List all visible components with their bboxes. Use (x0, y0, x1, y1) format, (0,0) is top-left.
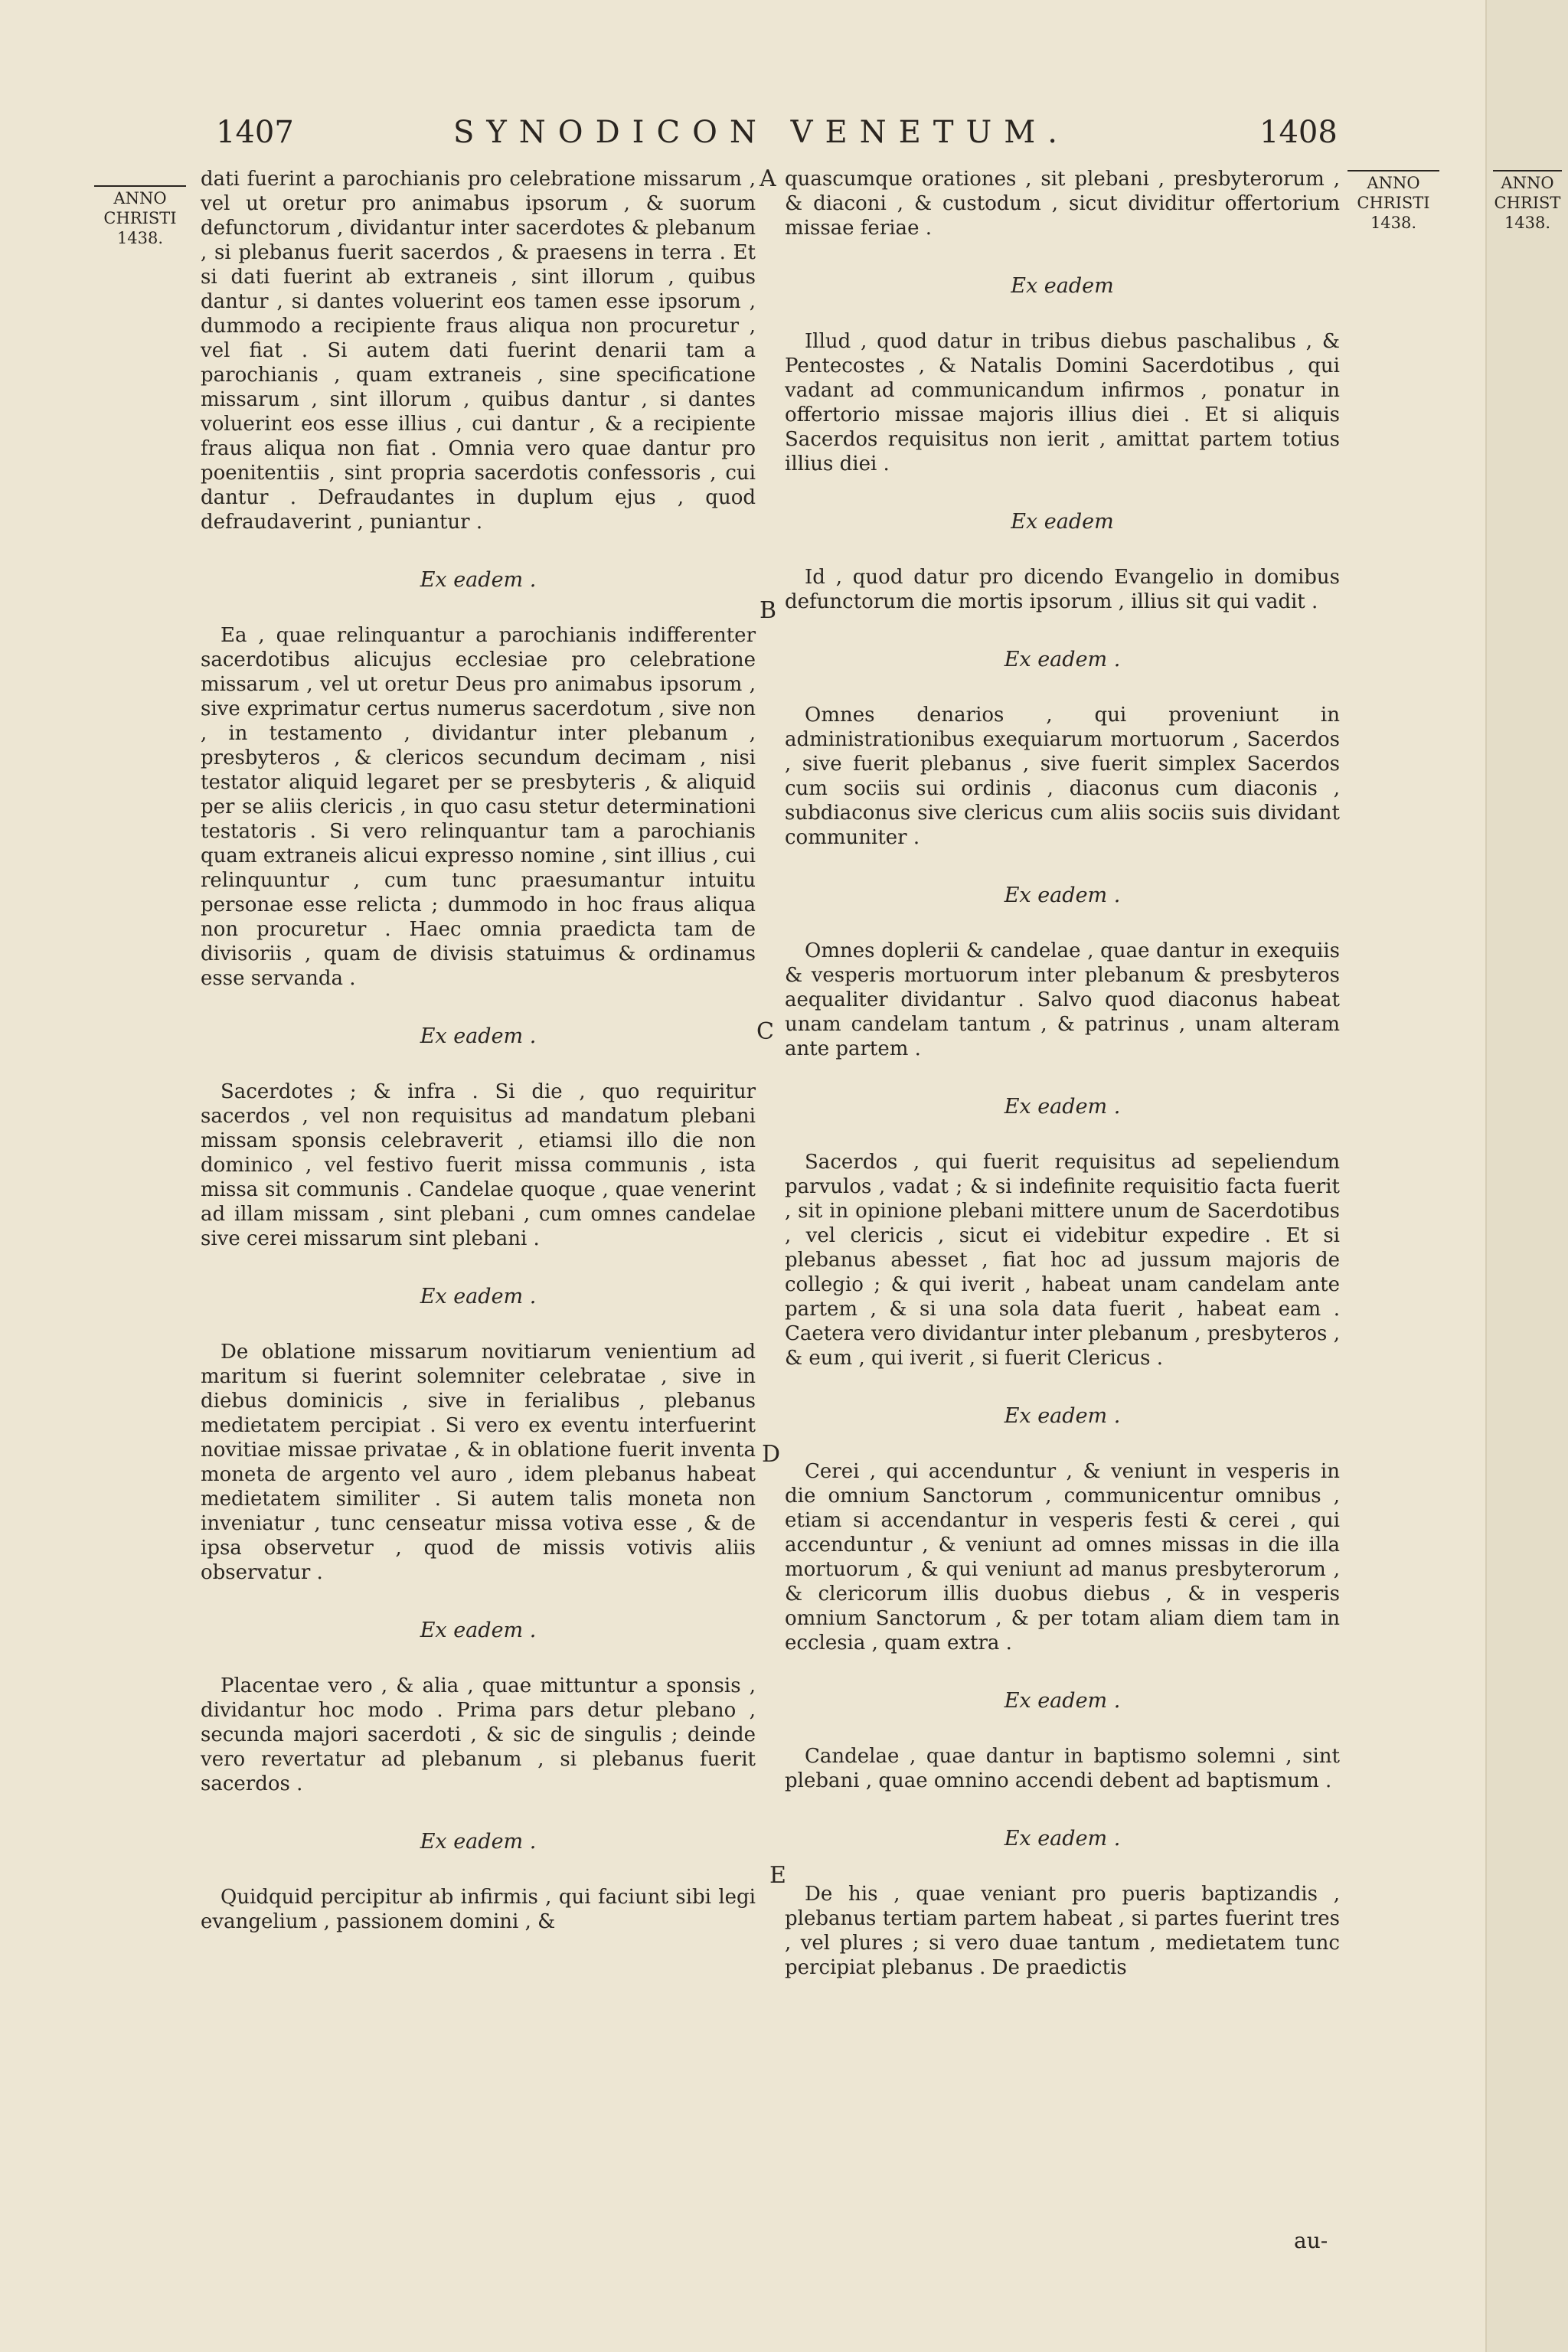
margin-anno-left: ANNO CHRISTI 1438. (90, 185, 190, 248)
section-letter-b: B (760, 597, 777, 624)
paragraph: Sacerdos , qui fuerit requisitus ad sepeliendum parvulos , vadat ; & si indefinite requisitio facta fuerit , sit in opinione plebani mittere unum de Sacerdotibus , vel clericis , sicut ei videbitur expedire . Et si plebanus abesset , fiat hoc ad jussum majoris de collegio ; & qui iverit , habeat unam candelam ante partem , & si una sola data fuerit , habeat eam . Caetera vero dividantur inter plebanum , presbyteros , & eum , qui iverit , si fuerit Clericus . (785, 1151, 1340, 1370)
section-heading: Ex eadem . (420, 568, 537, 592)
paragraph: Omnes denarios , qui proveniunt in administrationibus exequiarum mortuorum , Sacerdos , sive fuerit plebanus , sive fuerit simplex Sacerdos cum sociis sui ordinis , diaconus cum diaconis , subdiaconus sive clericus cum aliis sociis suis dividant communiter . (785, 704, 1340, 849)
next-page-edge (1485, 0, 1568, 2352)
margin-anno-next-page: ANNO CHRIST 1438. (1489, 170, 1566, 233)
section-heading: Ex eadem (1011, 274, 1114, 298)
left-column (201, 167, 756, 1934)
paragraph: Cerei , qui accenduntur , & veniunt in vesperis in die omnium Sanctorum , communicentur omnibus , etiam si accendantur in vesperis festi & cerei , qui accenduntur , & veniunt ad omnes missas in die illa mortuorum , & qui veniunt ad manus presbyterorum , & clericorum illis duobus diebus , & in vesperis omnium Sanctorum , & per totam aliam diem tam in ecclesia , quam extra . (785, 1460, 1340, 1655)
catchword: au- (1294, 2228, 1328, 2253)
paragraph: Id , quod datur pro dicendo Evangelio in domibus defunctorum die mortis ipsorum , illius sit qui vadit . (785, 566, 1340, 613)
section-heading: Ex eadem . (420, 1285, 537, 1308)
section-heading: Ex eadem . (1004, 648, 1121, 671)
page-number-right: 1408 (1259, 115, 1338, 150)
section-heading: Ex eadem (1011, 510, 1114, 534)
section-heading: Ex eadem . (420, 1619, 537, 1642)
page-number-left: 1407 (216, 115, 294, 150)
running-title: SYNODICON VENETUM. (453, 115, 1070, 150)
paragraph: quascumque orationes , sit plebani , presbyterorum , & diaconi , & custodum , sicut dividitur offertorium missae feriae . (785, 168, 1340, 240)
section-letter-a: A (760, 165, 776, 192)
section-heading: Ex eadem . (1004, 1827, 1121, 1851)
section-heading: Ex eadem . (1004, 1404, 1121, 1428)
paragraph: Placentae vero , & alia , quae mittuntur a sponsis , dividantur hoc modo . Prima pars detur plebano , secunda majori sacerdoti , & sic de singulis ; deinde vero revertatur ad plebanum , si plebanus fuerit sacerdos . (201, 1674, 756, 1795)
margin-anno-right: ANNO CHRISTI 1438. (1344, 170, 1443, 233)
paragraph: Candelae , quae dantur in baptismo solemni , sint plebani , quae omnino accendi debent ad baptismum . (785, 1745, 1340, 1792)
section-heading: Ex eadem . (1004, 884, 1121, 907)
section-letter-d: D (762, 1441, 781, 1468)
paragraph: Sacerdotes ; & infra . Si die , quo requiritur sacerdos , vel non requisitus ad mandatum plebani missam sponsis celebraverit , etiamsi illo die non dominico , vel festivo fuerit missa communis , ista missa sit communis . Candelae quoque , quae venerint ad illam missam , sint plebani , cum omnes candelae sive cerei missarum sint plebani . (201, 1080, 756, 1250)
paragraph: dati fuerint a parochianis pro celebratione missarum , vel ut oretur pro animabus ipsorum , & suorum defunctorum , dividantur inter sacerdotes & plebanum , si plebanus fuerit sacerdos , & praesens in terra . Et si dati fuerint ab extraneis , sint illorum , quibus dantur , si dantes voluerint eos tamen esse ipsorum , dummodo a recipiente fraus aliqua non procuretur , vel fiat . Si autem dati fuerint denarii tam a parochianis , quam extraneis , sine specificatione missarum , sint illorum , quibus dantur , si dantes voluerint eos esse illius , cui dantur , & a recipiente fraus aliqua non fiat . Omnia vero quae dantur pro poenitentiis , sint propria sacerdotis confessoris , cui dantur . Defraudantes in duplum ejus , quod defraudaverint , puniantur . (201, 168, 756, 534)
section-letter-c: C (756, 1018, 774, 1045)
section-letter-e: E (769, 1862, 786, 1889)
paragraph: Omnes doplerii & candelae , quae dantur in exequiis & vesperis mortuorum inter plebanum & presbyteros aequaliter dividantur . Salvo quod diaconus habeat unam candelam tantum , & patrinus , unam alteram ante partem . (785, 939, 1340, 1060)
paragraph: Ea , quae relinquantur a parochianis indifferenter sacerdotibus alicujus ecclesiae pro celebratione missarum , vel ut oretur Deus pro animabus ipsorum , sive exprimatur certus numerus sacerdotum , sive non , in testamento , dividantur inter plebanum , presbyteros , & clericos secundum decimam , nisi testator aliquid legaret per se presbyteris , & aliquid per se aliis clericis , in quo casu stetur determinationi testatoris . Si vero relinquantur tam a parochianis quam extraneis alicui expresso nomine , sint illius , cui relinquuntur , cum tunc praesumantur intuitu personae esse relicta ; dummodo in hoc fraus aliqua non procuretur . Haec omnia praedicta tam de divisoriis , quam de divisis statuimus & ordinamus esse servanda . (201, 624, 756, 990)
right-column (785, 167, 1340, 1980)
paragraph: De his , quae veniant pro pueris baptizandis , plebanus tertiam partem habeat , si partes fuerint tres , vel plures ; si vero duae tantum , medietatem tunc percipiat plebanus . De praedictis (785, 1883, 1340, 1979)
paragraph: De oblatione missarum novitiarum venientium ad maritum si fuerint solemniter celebratae , sive in diebus dominicis , sive in ferialibus , plebanus medietatem percipiat . Si vero ex eventu interfuerint novitiae missae privatae , & in oblatione fuerit inventa moneta de argento vel auro , idem plebanus habeat medietatem similiter . Si autem talis moneta non inveniatur , tunc censeatur missa votiva esse , & de ipsa observetur , quod de missis votivis aliis observatur . (201, 1341, 756, 1584)
section-heading: Ex eadem . (420, 1830, 537, 1854)
section-heading: Ex eadem . (1004, 1689, 1121, 1713)
section-heading: Ex eadem . (1004, 1095, 1121, 1119)
paragraph: Illud , quod datur in tribus diebus paschalibus , & Pentecostes , & Natalis Domini Sacerdotibus , qui vadant ad communicandum infirmos , ponatur in offertorio missae majoris illius diei . Et si aliquis Sacerdos requisitus non ierit , amittat partem totius illius diei . (785, 330, 1340, 475)
paragraph: Quidquid percipitur ab infirmis , qui faciunt sibi legi evangelium , passionem domini , & (201, 1886, 756, 1933)
section-heading: Ex eadem . (420, 1024, 537, 1048)
